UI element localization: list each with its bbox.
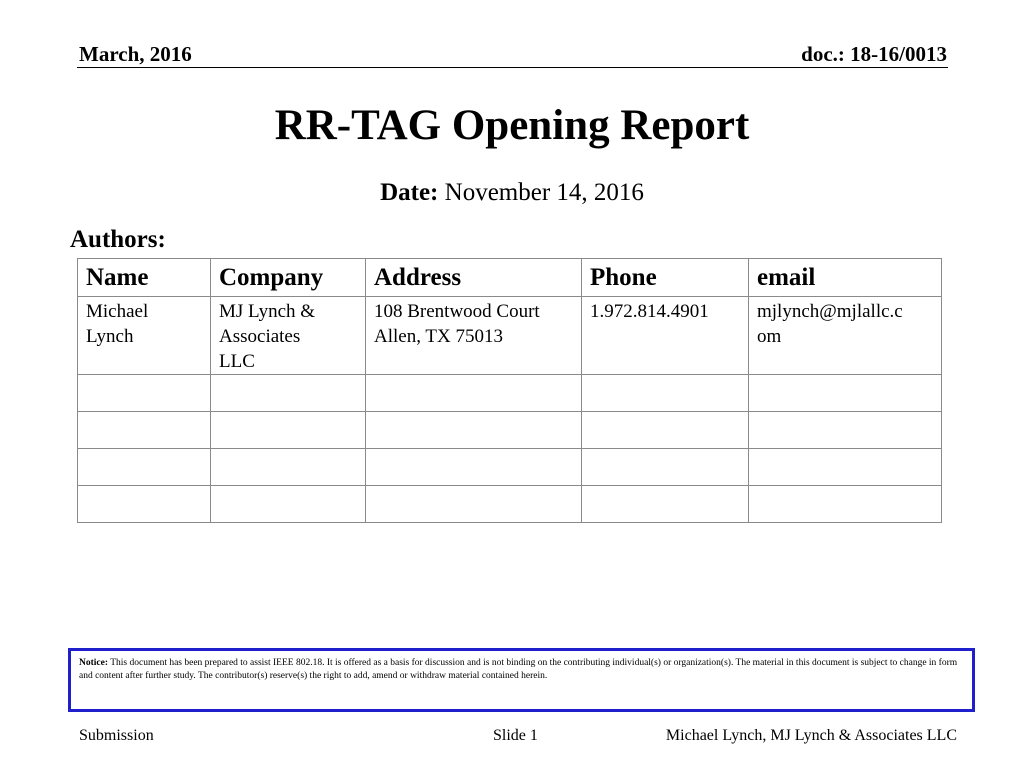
empty-cell <box>366 449 582 486</box>
footer-slide-number: Slide 1 <box>493 727 538 744</box>
date-label: Date: <box>380 179 439 206</box>
cell-line: LLC <box>219 351 255 372</box>
table-row-empty <box>78 486 942 523</box>
header-date: March, 2016 <box>79 42 192 66</box>
empty-cell <box>78 449 211 486</box>
empty-cell <box>749 486 942 523</box>
date-line <box>0 179 1024 207</box>
header-divider <box>77 67 948 68</box>
header-doc-id: doc.: 18-16/0013 <box>801 42 947 66</box>
empty-cell <box>749 412 942 449</box>
cell-line: MJ Lynch & <box>219 301 316 322</box>
notice-text: This document has been prepared to assist IEEE 802.18. It is offered as a basis for discussion and is not binding on the contributing individual(s) or organization(s). The material in this document is subject to change in form and content after further study. The contributor(s) reserve(s) the right to add, amend or withdraw material contained herein. <box>79 658 958 681</box>
cell-line: Michael <box>86 301 149 322</box>
cell-line: mjlynch@mjlallc.c <box>757 301 903 322</box>
empty-cell <box>582 412 749 449</box>
empty-cell <box>78 412 211 449</box>
column-header-email: email <box>749 259 942 297</box>
table-header-row <box>78 259 942 297</box>
empty-cell <box>749 375 942 412</box>
cell-name <box>78 297 211 375</box>
column-header-address: Address <box>366 259 582 297</box>
table-row-empty <box>78 449 942 486</box>
column-header-name: Name <box>78 259 211 297</box>
empty-cell <box>211 449 366 486</box>
column-header-phone: Phone <box>582 259 749 297</box>
empty-cell <box>211 486 366 523</box>
cell-line: Allen, TX 75013 <box>374 326 503 347</box>
slide-title: RR-TAG Opening Report <box>274 102 750 149</box>
cell-line: Associates <box>219 326 301 347</box>
date-value: November 14, 2016 <box>444 179 644 206</box>
cell-line: om <box>757 326 782 347</box>
empty-cell <box>366 412 582 449</box>
notice-label: Notice: <box>79 658 109 668</box>
empty-cell <box>366 486 582 523</box>
cell-email <box>749 297 942 375</box>
cell-phone: 1.972.814.4901 <box>582 297 749 375</box>
cell-address <box>366 297 582 375</box>
footer-author: Michael Lynch, MJ Lynch & Associates LLC <box>665 727 957 744</box>
authors-heading: Authors: <box>70 226 166 253</box>
empty-cell <box>366 375 582 412</box>
empty-cell <box>582 375 749 412</box>
cell-company <box>211 297 366 375</box>
table-row <box>78 297 942 375</box>
footer-submission: Submission <box>79 727 154 744</box>
empty-cell <box>78 375 211 412</box>
cell-line: Lynch <box>86 326 134 347</box>
cell-line: 108 Brentwood Court <box>374 301 540 322</box>
table-row-empty <box>78 412 942 449</box>
notice-box <box>68 648 975 712</box>
empty-cell <box>582 486 749 523</box>
empty-cell <box>78 486 211 523</box>
column-header-company: Company <box>211 259 366 297</box>
authors-table <box>77 258 942 523</box>
empty-cell <box>211 375 366 412</box>
empty-cell <box>211 412 366 449</box>
empty-cell <box>749 449 942 486</box>
table-row-empty <box>78 375 942 412</box>
empty-cell <box>582 449 749 486</box>
